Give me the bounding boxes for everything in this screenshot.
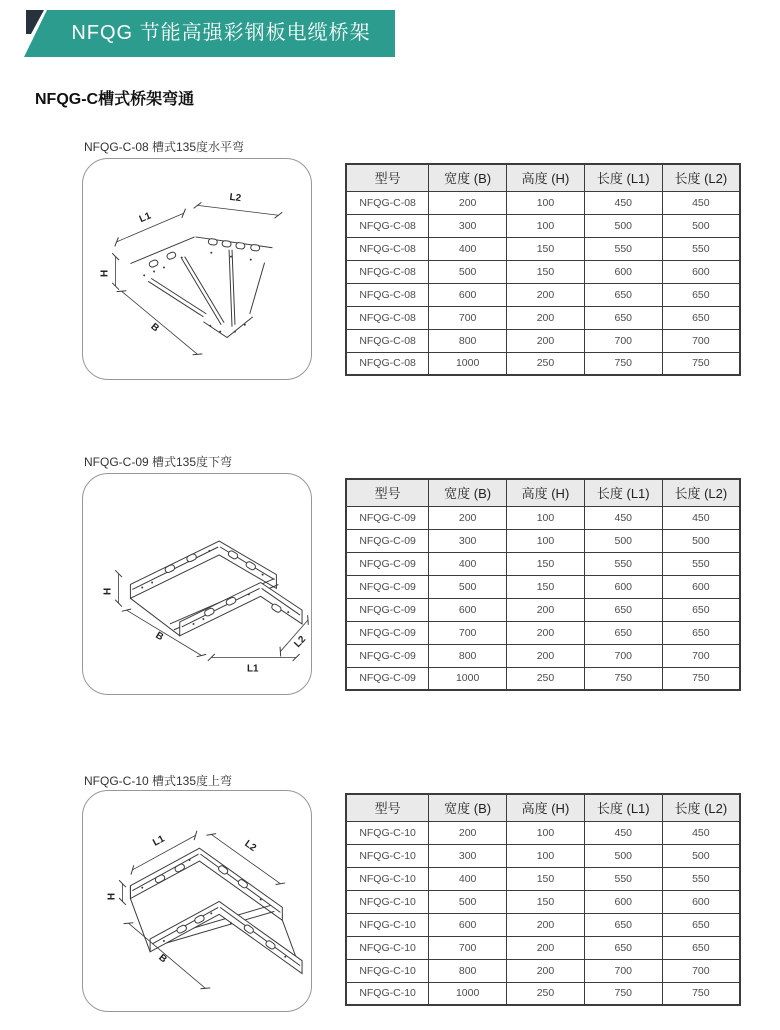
- table-cell: 450: [584, 191, 662, 214]
- table-cell: NFQG-C-10: [346, 936, 429, 959]
- table-row: [346, 306, 740, 329]
- dim-label-l1: L1: [137, 210, 153, 226]
- table-cell: 650: [662, 283, 740, 306]
- table-cell: 100: [507, 821, 585, 844]
- drawing-135-up-bend: [83, 791, 310, 1010]
- table-cell: 200: [429, 506, 507, 529]
- table-cell: 300: [429, 214, 507, 237]
- table-cell: 100: [507, 214, 585, 237]
- table-row: [346, 283, 740, 306]
- table-cell: 450: [662, 506, 740, 529]
- table-row: [346, 352, 740, 375]
- table-cell: NFQG-C-08: [346, 283, 429, 306]
- table-cell: 500: [584, 844, 662, 867]
- column-header: 高度 (H): [507, 794, 585, 821]
- table-cell: 450: [584, 821, 662, 844]
- table-cell: 800: [429, 959, 507, 982]
- table-row: [346, 867, 740, 890]
- table-row: [346, 959, 740, 982]
- dimension-lines: [100, 192, 279, 355]
- table-cell: 150: [507, 552, 585, 575]
- table-cell: 600: [584, 890, 662, 913]
- column-header: 型号: [346, 479, 429, 506]
- table-cell: 700: [429, 621, 507, 644]
- table-cell: 200: [507, 598, 585, 621]
- table-cell: 300: [429, 529, 507, 552]
- table-cell: 650: [584, 283, 662, 306]
- table-cell: 200: [429, 821, 507, 844]
- table-cell: 800: [429, 329, 507, 352]
- table-cell: 500: [584, 214, 662, 237]
- table-cell: NFQG-C-09: [346, 667, 429, 690]
- dim-label-b: B: [156, 952, 169, 966]
- table-cell: 700: [429, 306, 507, 329]
- table-cell: 650: [584, 913, 662, 936]
- table-cell: 150: [507, 237, 585, 260]
- table-cell: NFQG-C-09: [346, 552, 429, 575]
- column-header: 长度 (L1): [584, 794, 662, 821]
- table-cell: NFQG-C-10: [346, 913, 429, 936]
- table-cell: NFQG-C-08: [346, 214, 429, 237]
- tray-body: [130, 541, 302, 636]
- dim-label-l1: L1: [151, 833, 167, 849]
- table-cell: 200: [507, 913, 585, 936]
- table-cell: 600: [429, 598, 507, 621]
- table-cell: 400: [429, 867, 507, 890]
- table-cell: 600: [584, 260, 662, 283]
- table-cell: 300: [429, 844, 507, 867]
- table-cell: 700: [584, 644, 662, 667]
- table-header-row: [346, 164, 740, 191]
- table-cell: 650: [662, 913, 740, 936]
- dim-label-l1: L1: [246, 663, 259, 675]
- dim-label-l2: L2: [242, 838, 259, 854]
- table-row: [346, 552, 740, 575]
- table-cell: 1000: [429, 667, 507, 690]
- table-cell: 550: [584, 237, 662, 260]
- table-row: [346, 844, 740, 867]
- table-cell: NFQG-C-09: [346, 506, 429, 529]
- table-cell: 700: [662, 644, 740, 667]
- table-cell: NFQG-C-09: [346, 598, 429, 621]
- table-cell: 200: [507, 644, 585, 667]
- column-header: 高度 (H): [507, 479, 585, 506]
- table-cell: 1000: [429, 352, 507, 375]
- table-cell: 600: [662, 890, 740, 913]
- column-header: 高度 (H): [507, 164, 585, 191]
- table-cell: 150: [507, 575, 585, 598]
- table-cell: 650: [662, 621, 740, 644]
- spec-table-c09: [345, 478, 741, 691]
- banner-title: NFQG 节能高强彩钢板电缆桥架: [71, 22, 371, 44]
- table-cell: 200: [507, 306, 585, 329]
- table-cell: 450: [662, 191, 740, 214]
- table-cell: 700: [584, 959, 662, 982]
- table-row: [346, 821, 740, 844]
- table-cell: 550: [584, 867, 662, 890]
- column-header: 长度 (L1): [584, 164, 662, 191]
- table-cell: NFQG-C-08: [346, 237, 429, 260]
- table-cell: 750: [662, 667, 740, 690]
- table-cell: NFQG-C-09: [346, 529, 429, 552]
- drawing-box-c09: [82, 473, 312, 695]
- table-row: [346, 644, 740, 667]
- column-header: 长度 (L2): [662, 164, 740, 191]
- table-cell: 650: [584, 936, 662, 959]
- table-cell: 650: [662, 598, 740, 621]
- column-header: 型号: [346, 794, 429, 821]
- table-cell: 100: [507, 844, 585, 867]
- table-row: [346, 237, 740, 260]
- table-row: [346, 329, 740, 352]
- table-cell: 1000: [429, 982, 507, 1005]
- table-cell: 150: [507, 867, 585, 890]
- drawing-box-c08: [82, 158, 312, 380]
- table-cell: NFQG-C-10: [346, 821, 429, 844]
- table-cell: 550: [662, 237, 740, 260]
- table-row: [346, 598, 740, 621]
- dim-label-b: B: [148, 321, 161, 335]
- table-cell: 250: [507, 667, 585, 690]
- table-cell: 750: [584, 667, 662, 690]
- column-header: 宽度 (B): [429, 479, 507, 506]
- table-cell: 100: [507, 506, 585, 529]
- dim-label-h: H: [102, 587, 114, 595]
- table-cell: 550: [662, 867, 740, 890]
- table-cell: 400: [429, 237, 507, 260]
- table-cell: 150: [507, 890, 585, 913]
- table-row: [346, 506, 740, 529]
- table-cell: NFQG-C-09: [346, 644, 429, 667]
- table-row: [346, 982, 740, 1005]
- table-cell: 250: [507, 982, 585, 1005]
- table-cell: 600: [662, 260, 740, 283]
- page-title: NFQG-C槽式桥架弯通: [35, 91, 195, 108]
- column-header: 长度 (L1): [584, 479, 662, 506]
- table-cell: NFQG-C-08: [346, 191, 429, 214]
- table-cell: 600: [429, 913, 507, 936]
- column-header: 长度 (L2): [662, 479, 740, 506]
- table-header-row: [346, 479, 740, 506]
- table-cell: 750: [584, 982, 662, 1005]
- table-cell: 750: [584, 352, 662, 375]
- table-cell: NFQG-C-10: [346, 844, 429, 867]
- table-cell: NFQG-C-09: [346, 575, 429, 598]
- table-cell: 500: [429, 260, 507, 283]
- table-cell: NFQG-C-08: [346, 352, 429, 375]
- table-cell: 700: [584, 329, 662, 352]
- table-cell: 500: [429, 890, 507, 913]
- table-cell: 100: [507, 529, 585, 552]
- table-cell: 600: [662, 575, 740, 598]
- table-cell: 700: [662, 959, 740, 982]
- dim-label-l2: L2: [292, 634, 309, 650]
- table-cell: 500: [662, 529, 740, 552]
- table-cell: 450: [584, 506, 662, 529]
- table-row: [346, 621, 740, 644]
- column-header: 宽度 (B): [429, 794, 507, 821]
- table-cell: 750: [662, 982, 740, 1005]
- table-cell: NFQG-C-08: [346, 306, 429, 329]
- table-row: [346, 890, 740, 913]
- table-cell: 650: [584, 621, 662, 644]
- table-cell: NFQG-C-10: [346, 867, 429, 890]
- table-row: [346, 529, 740, 552]
- section-label-c10: NFQG-C-10 槽式135度上弯: [84, 774, 233, 788]
- table-cell: 200: [429, 191, 507, 214]
- table-cell: NFQG-C-10: [346, 890, 429, 913]
- column-header: 长度 (L2): [662, 794, 740, 821]
- table-cell: NFQG-C-08: [346, 329, 429, 352]
- tray-body: [130, 848, 302, 973]
- table-cell: 200: [507, 329, 585, 352]
- table-cell: 600: [429, 283, 507, 306]
- table-row: [346, 575, 740, 598]
- table-cell: 800: [429, 644, 507, 667]
- table-cell: 150: [507, 260, 585, 283]
- table-cell: NFQG-C-10: [346, 982, 429, 1005]
- table-cell: 400: [429, 552, 507, 575]
- table-row: [346, 667, 740, 690]
- table-cell: 450: [662, 821, 740, 844]
- table-cell: 500: [429, 575, 507, 598]
- dim-label-l2: L2: [228, 191, 242, 205]
- dim-label-h: H: [106, 892, 118, 901]
- table-cell: 750: [662, 352, 740, 375]
- section-label-c08: NFQG-C-08 槽式135度水平弯: [84, 140, 245, 154]
- drawing-135-horizontal-bend: [83, 159, 310, 378]
- dim-label-b: B: [153, 630, 166, 644]
- table-cell: 550: [584, 552, 662, 575]
- table-cell: 500: [662, 844, 740, 867]
- spec-table-c10: [345, 793, 741, 1006]
- table-row: [346, 191, 740, 214]
- table-cell: 200: [507, 283, 585, 306]
- spec-table-c08: [345, 163, 741, 376]
- table-cell: 500: [584, 529, 662, 552]
- table-cell: 100: [507, 191, 585, 214]
- column-header: 型号: [346, 164, 429, 191]
- table-cell: 550: [662, 552, 740, 575]
- table-cell: 250: [507, 352, 585, 375]
- table-cell: 650: [662, 936, 740, 959]
- dim-label-h: H: [99, 269, 111, 277]
- table-header-row: [346, 794, 740, 821]
- table-row: [346, 913, 740, 936]
- drawing-box-c10: [82, 790, 312, 1012]
- table-cell: NFQG-C-10: [346, 959, 429, 982]
- table-cell: 500: [662, 214, 740, 237]
- table-cell: 200: [507, 621, 585, 644]
- table-row: [346, 260, 740, 283]
- table-row: [346, 936, 740, 959]
- table-cell: NFQG-C-08: [346, 260, 429, 283]
- table-cell: 650: [662, 306, 740, 329]
- table-cell: 650: [584, 306, 662, 329]
- table-cell: 600: [584, 575, 662, 598]
- table-cell: 700: [429, 936, 507, 959]
- table-cell: NFQG-C-09: [346, 621, 429, 644]
- drawing-135-down-bend: [83, 474, 310, 693]
- section-label-c09: NFQG-C-09 槽式135度下弯: [84, 455, 233, 469]
- table-cell: 650: [584, 598, 662, 621]
- table-cell: 200: [507, 959, 585, 982]
- column-header: 宽度 (B): [429, 164, 507, 191]
- table-cell: 700: [662, 329, 740, 352]
- table-cell: 200: [507, 936, 585, 959]
- table-row: [346, 214, 740, 237]
